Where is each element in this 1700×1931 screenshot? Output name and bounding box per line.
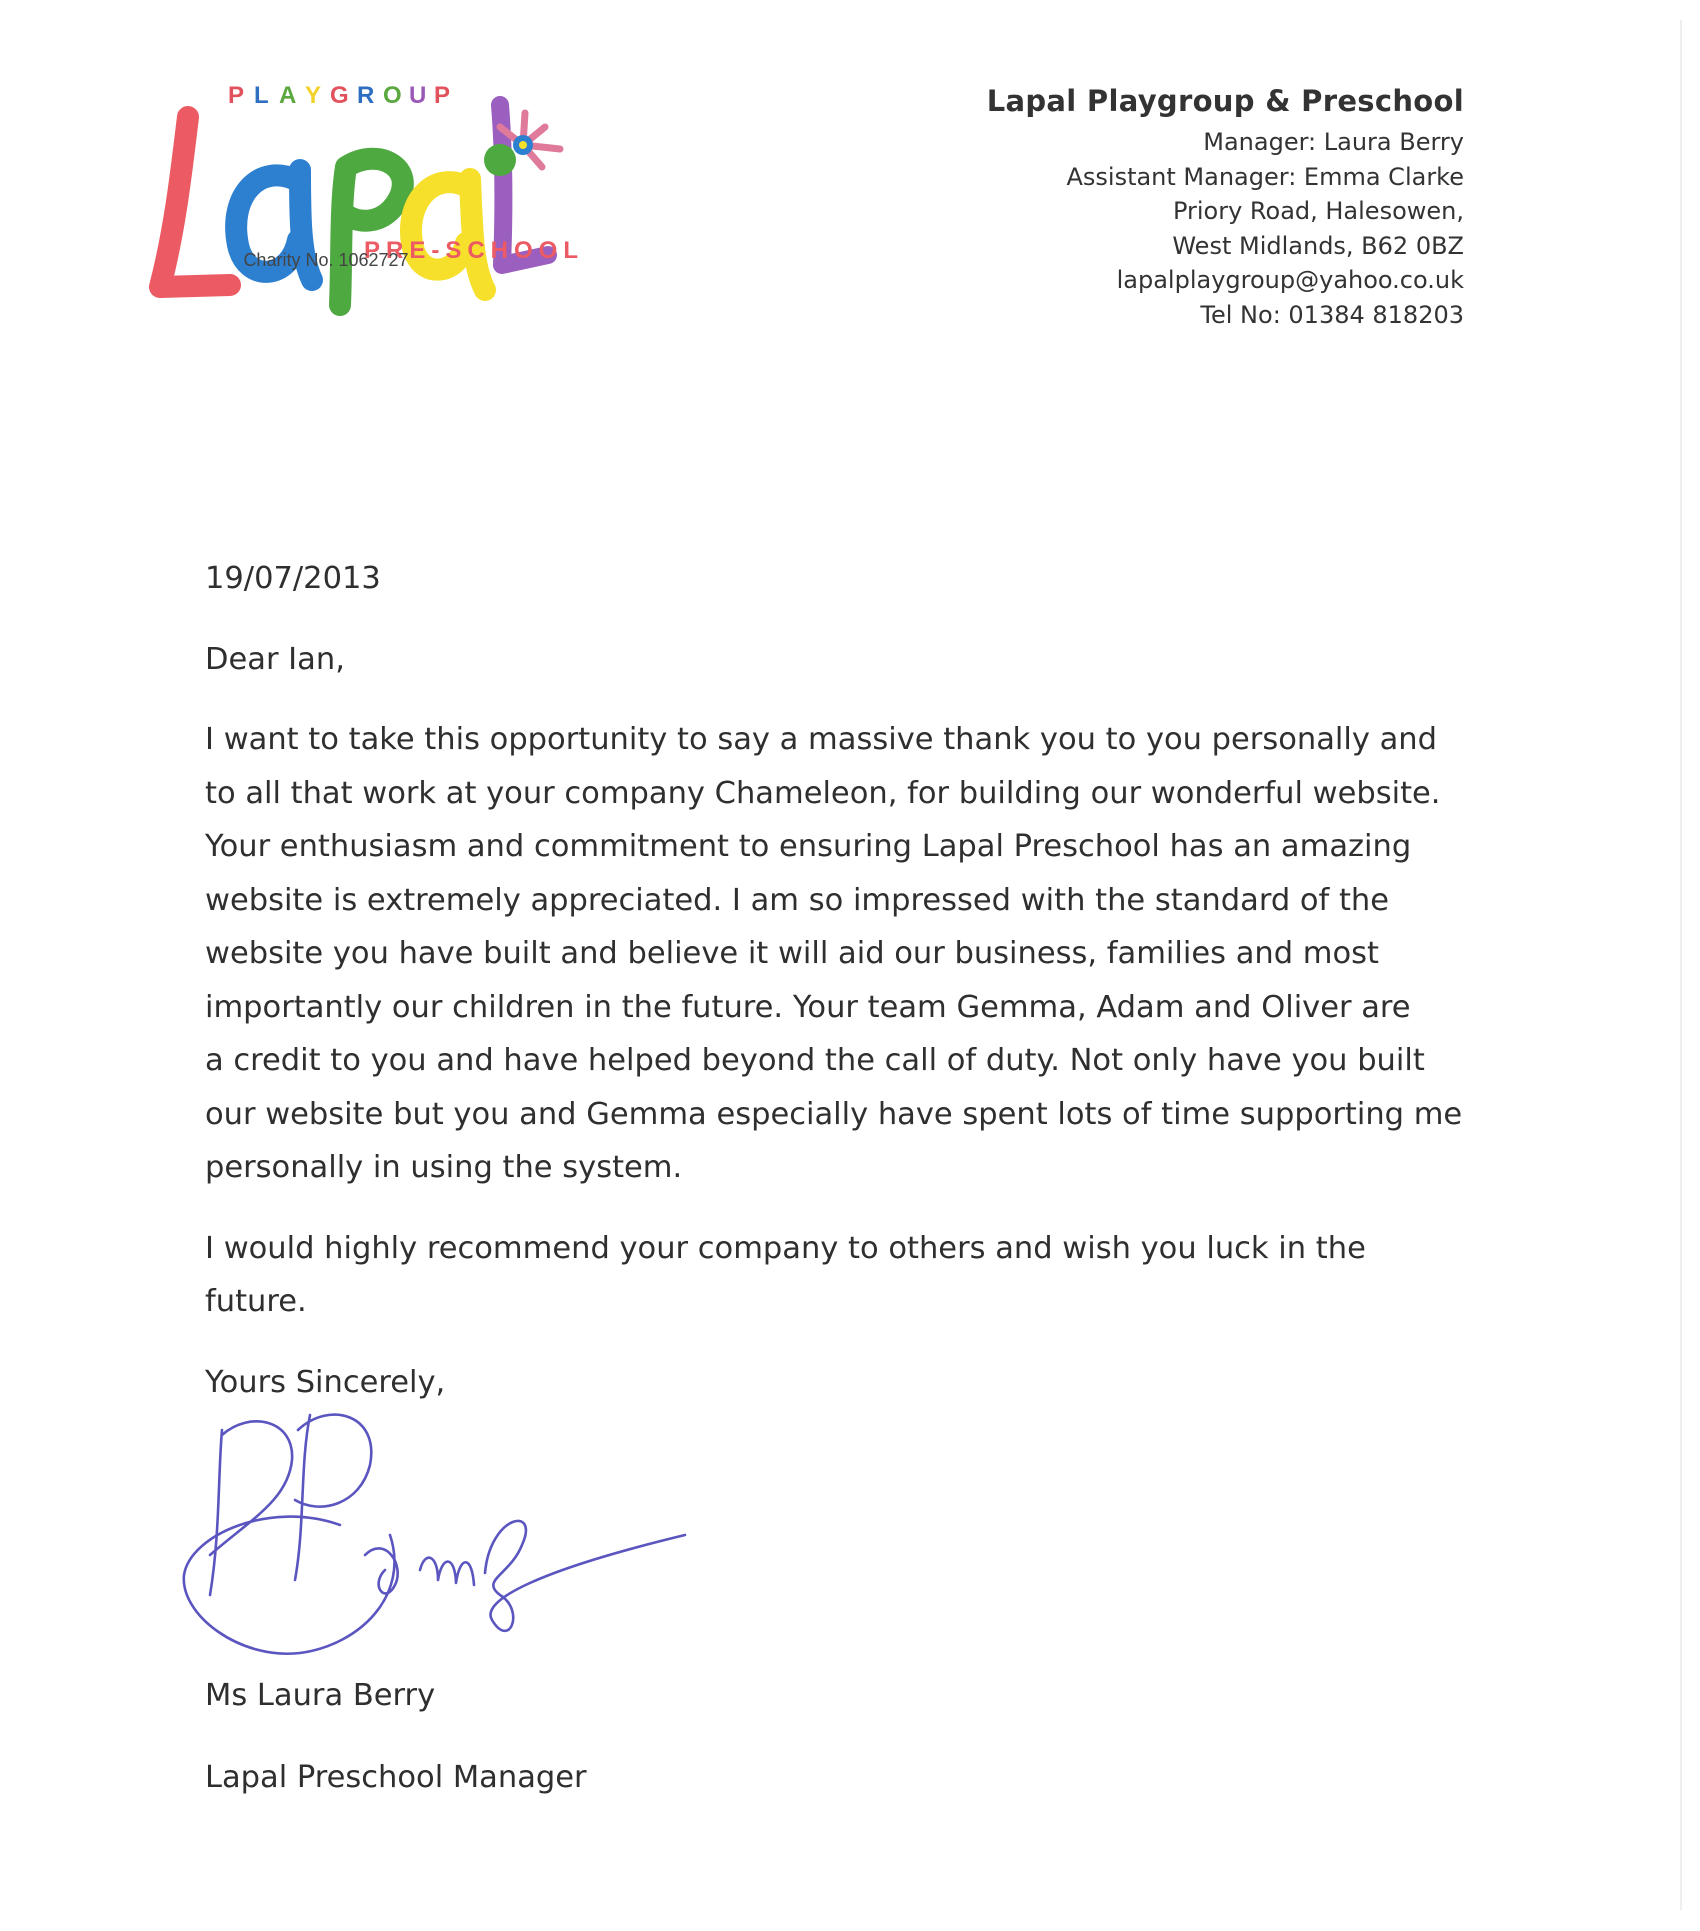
address-line-1: Priory Road, Halesowen, (1172, 197, 1464, 225)
paragraph-line: our website but you and Gemma especially have spent lots of time supporting me (205, 1096, 1463, 1132)
paragraph-line: Your enthusiasm and commitment to ensuring Lapal Preschool has an amazing (205, 829, 1412, 864)
organisation-name: Lapal Playgroup & Preschool (986, 84, 1464, 118)
signature-stroke (210, 1421, 292, 1595)
signature-stroke (295, 1415, 371, 1580)
paragraph-line: I want to take this opportunity to say a massive thank you to you personally and (205, 722, 1437, 757)
signature-graphic (180, 1405, 700, 1695)
logo-top-letter: Y (305, 82, 322, 109)
flower-dot (519, 141, 527, 149)
assistant-manager-line: Assistant Manager: Emma Clarke (1066, 162, 1464, 191)
handwritten-signature (180, 1405, 700, 1695)
lapal-logo-graphic (150, 75, 710, 360)
logo-top-letter: L (254, 82, 269, 109)
telephone-line: Tel No: 01384 818203 (1200, 300, 1464, 329)
logo-bottom-text: PRE-SCHOOL (364, 237, 585, 264)
logo-top-letter: P (434, 82, 451, 109)
salutation: Dear Ian, (205, 641, 345, 677)
letter-date: 19/07/2013 (205, 561, 381, 596)
logo-top-letter: G (330, 82, 349, 109)
logo-top-letter: P (228, 82, 245, 109)
logo-top-letter: O (383, 82, 402, 109)
paragraph-line: to all that work at your company Chameleon, for building our wonderful website. (205, 775, 1441, 811)
paragraph-line: website is extremely appreciated. I am so impressed with the standard of the (205, 882, 1390, 918)
paragraph-line: personally in using the system. (205, 1150, 683, 1185)
signature-stroke (184, 1517, 395, 1654)
paragraph-line: a credit to you and have helped beyond the call of duty. Not only have you built (205, 1043, 1425, 1078)
letter-body (205, 552, 1475, 1409)
signature-stroke (485, 1521, 685, 1631)
email-line: lapalplaygroup@yahoo.co.uk (1116, 266, 1464, 294)
logo-letter-a-yellow (411, 179, 485, 290)
logo-top-letter: R (357, 82, 375, 109)
scan-edge (1680, 20, 1682, 1910)
logo-top-letter: A (279, 82, 297, 109)
closing: Yours Sincerely, (205, 1364, 446, 1400)
paragraph-line: I would highly recommend your company to others and wish you luck in the (205, 1230, 1366, 1266)
charity-number: Charity No. 1062727 (243, 250, 409, 270)
signatory-name: Ms Laura Berry (205, 1678, 436, 1713)
lapal-logo (150, 75, 710, 360)
address-line-2: West Midlands, B62 0BZ (1172, 231, 1464, 260)
paragraph-line: website you have built and believe it will aid our business, families and most (205, 936, 1379, 971)
paragraph-line: future. (205, 1284, 307, 1319)
manager-line: Manager: Laura Berry (1203, 128, 1464, 156)
paragraph-2 (205, 1222, 1475, 1329)
letterhead (987, 84, 1464, 332)
paragraph-line: importantly our children in the future. Your team Gemma, Adam and Oliver are (205, 989, 1411, 1025)
signatory-role: Lapal Preschool Manager (205, 1760, 587, 1795)
logo-top-letters (228, 82, 450, 109)
logo-top-letter: U (409, 82, 427, 109)
logo-letter-p-green (340, 159, 403, 305)
paragraph-1 (205, 713, 1475, 1195)
signature-stroke (420, 1558, 474, 1585)
flower-leaf (484, 144, 516, 176)
